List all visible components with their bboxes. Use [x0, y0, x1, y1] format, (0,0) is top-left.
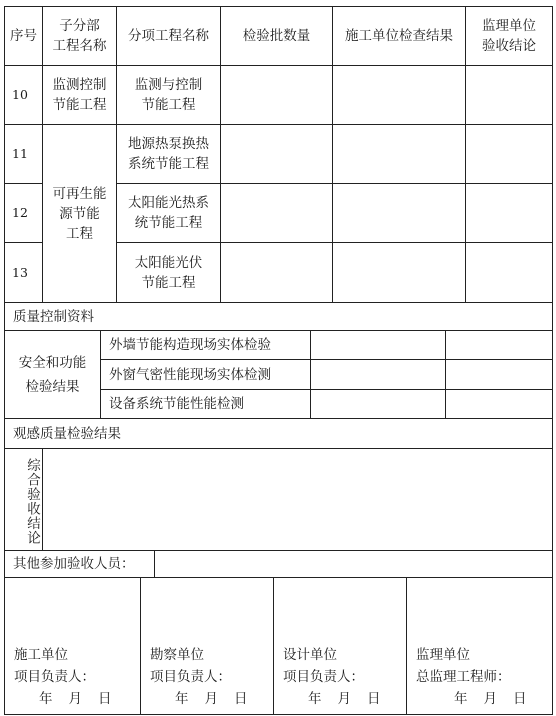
signature-survey[interactable]	[141, 577, 274, 714]
contractor-cell[interactable]	[333, 66, 466, 125]
appearance-label: 观感质量检验结果	[5, 419, 553, 449]
item-name: 地源热泵换热 系统节能工程	[117, 125, 221, 184]
supervisor-cell[interactable]	[466, 243, 553, 303]
row-number: 11	[5, 125, 43, 184]
col-contractor-header: 施工单位检查结果	[333, 7, 466, 66]
safety-conclusion-cell[interactable]	[446, 390, 553, 419]
unit-name: 施工单位	[14, 646, 68, 663]
batch-cell[interactable]	[221, 243, 333, 303]
safety-row	[5, 331, 553, 360]
contractor-cell[interactable]	[333, 125, 466, 184]
signature-supervisor[interactable]	[407, 577, 553, 714]
main-table	[4, 6, 553, 303]
item-name: 太阳能光伏 节能工程	[117, 243, 221, 303]
col-batch-header: 检验批数量	[221, 7, 333, 66]
table-row	[5, 66, 553, 125]
col-sub-header: 子分部 工程名称	[43, 7, 117, 66]
conclusion-cell[interactable]	[43, 449, 553, 551]
supervisor-cell[interactable]	[466, 66, 553, 125]
appearance-row	[5, 419, 553, 449]
others-cell[interactable]	[155, 551, 553, 578]
unit-name: 勘察单位	[150, 646, 204, 663]
renewable-sub-name: 可再生能 源节能 工程	[43, 125, 117, 303]
table-row	[5, 125, 553, 184]
safety-result-cell[interactable]	[311, 331, 446, 360]
supervisor-cell[interactable]	[466, 125, 553, 184]
item-name: 监测与控制 节能工程	[117, 66, 221, 125]
sub-name: 监测控制 节能工程	[43, 66, 117, 125]
signature-row	[5, 577, 553, 714]
safety-result-cell[interactable]	[311, 360, 446, 390]
others-table	[4, 550, 553, 578]
col-item-header: 分项工程名称	[117, 7, 221, 66]
col-supervisor-header: 监理单位 验收结论	[466, 7, 553, 66]
sign-date: 年 月 日	[175, 690, 248, 707]
supervisor-cell[interactable]	[466, 184, 553, 243]
row-number: 10	[5, 66, 43, 125]
batch-cell[interactable]	[221, 125, 333, 184]
batch-cell[interactable]	[221, 184, 333, 243]
unit-name: 设计单位	[283, 646, 337, 663]
item-name: 太阳能光热系 统节能工程	[117, 184, 221, 243]
row-number: 13	[5, 243, 43, 303]
person-label: 项目负责人：	[150, 668, 231, 685]
acceptance-form	[4, 6, 552, 715]
signature-design[interactable]	[274, 577, 407, 714]
signature-contractor[interactable]	[5, 577, 141, 714]
sign-date: 年 月 日	[454, 690, 527, 707]
safety-label: 安全和功能 检验结果	[5, 331, 101, 419]
others-row	[5, 551, 553, 578]
contractor-cell[interactable]	[333, 184, 466, 243]
quality-data-row	[5, 303, 553, 331]
others-label: 其他参加验收人员：	[5, 551, 155, 578]
safety-result-cell[interactable]	[311, 390, 446, 419]
unit-name: 监理单位	[416, 646, 470, 663]
safety-item: 外窗气密性能现场实体检测	[101, 360, 311, 390]
safety-conclusion-cell[interactable]	[446, 360, 553, 390]
safety-item: 外墙节能构造现场实体检验	[101, 331, 311, 360]
row-number: 12	[5, 184, 43, 243]
safety-conclusion-cell[interactable]	[446, 331, 553, 360]
sign-date: 年 月 日	[308, 690, 381, 707]
conclusion-label: 综合验收结论	[5, 449, 43, 551]
header-row	[5, 7, 553, 66]
conclusion-row	[5, 449, 553, 551]
batch-cell[interactable]	[221, 66, 333, 125]
person-label: 总监理工程师：	[416, 668, 511, 685]
person-label: 项目负责人：	[283, 668, 364, 685]
quality-data-label: 质量控制资料	[5, 303, 553, 331]
safety-item: 设备系统节能性能检测	[101, 390, 311, 419]
col-no-header: 序号	[5, 7, 43, 66]
signature-table	[4, 577, 553, 715]
person-label: 项目负责人：	[14, 668, 95, 685]
contractor-cell[interactable]	[333, 243, 466, 303]
lower-table	[4, 302, 553, 551]
sign-date: 年 月 日	[39, 690, 112, 707]
